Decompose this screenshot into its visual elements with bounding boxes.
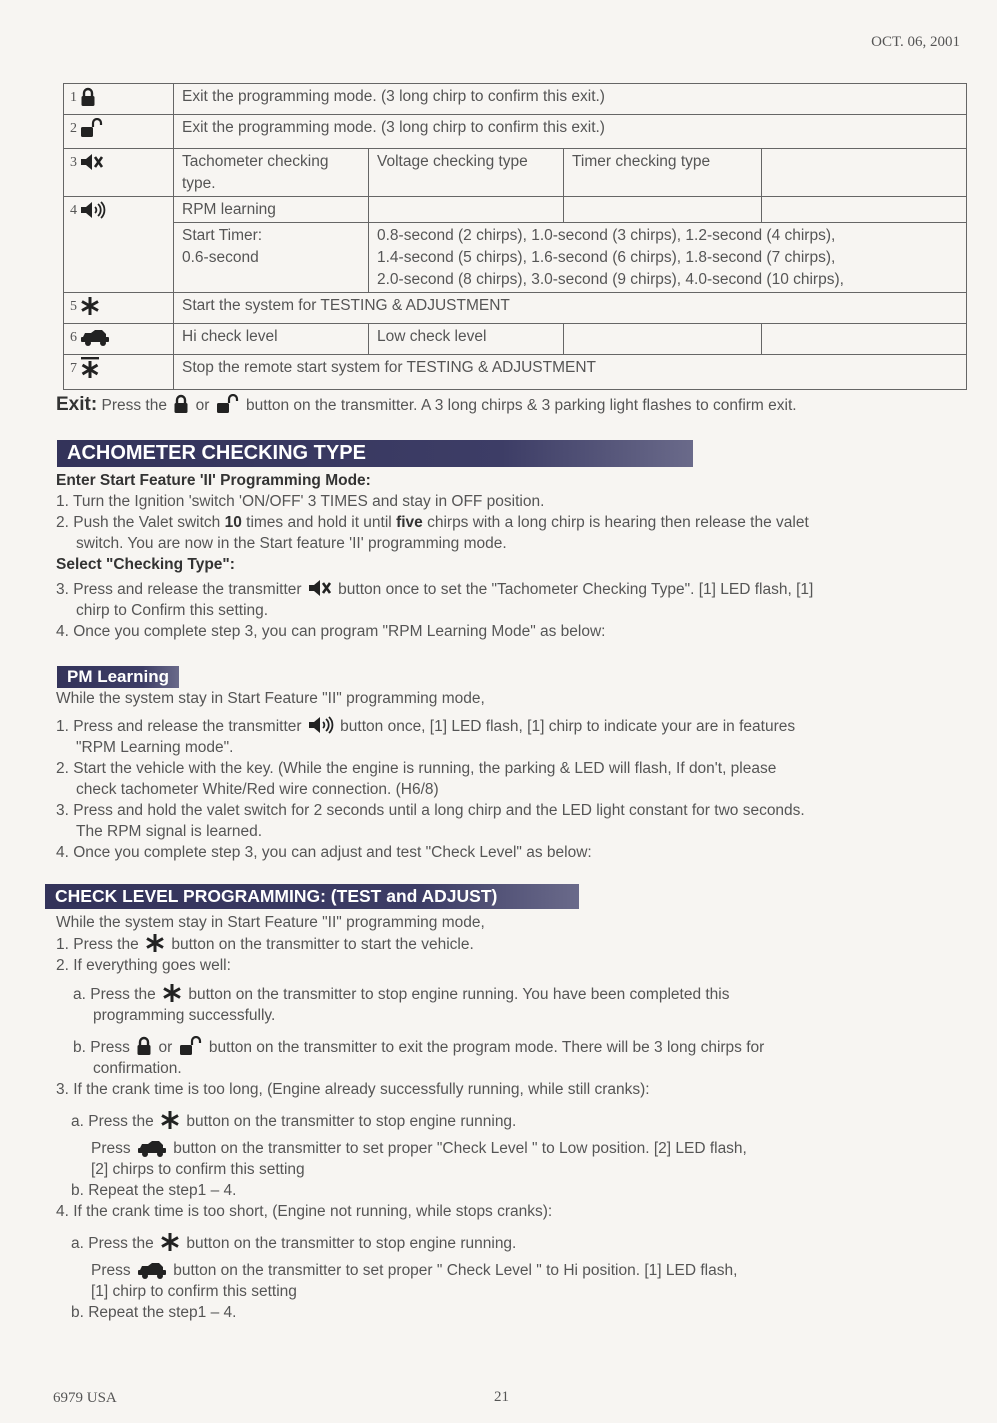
- function-cell: Low check level: [369, 324, 564, 355]
- paragraph: While the system stay in Start Feature "II" programming mode,: [56, 690, 485, 707]
- car-icon: [137, 1139, 167, 1157]
- list-item-continued: confirmation.: [93, 1060, 182, 1077]
- list-item-continued: switch. You are now in the Start feature 'II' programming mode.: [76, 535, 507, 552]
- table-row: [64, 197, 967, 223]
- list-item: 2. If everything goes well:: [56, 957, 231, 974]
- rpm-section: [56, 688, 966, 863]
- button-function-table: [63, 83, 967, 390]
- exit-text: button on the transmitter. A 3 long chirps & 3 parking light flashes to confirm exit.: [246, 397, 797, 414]
- timer-default: 0.6-second: [182, 249, 259, 266]
- text: a. Press the: [71, 1113, 154, 1130]
- text: or: [158, 1039, 173, 1056]
- list-item: [56, 1138, 966, 1159]
- asterisk-icon: [160, 1110, 180, 1130]
- list-item: [56, 983, 966, 1005]
- text: button on the transmitter to set proper " Check Level " to Hi position. [1] LED flash,: [173, 1262, 738, 1279]
- list-item-continued: "RPM Learning mode".: [76, 739, 234, 756]
- row-number: 1: [70, 90, 77, 105]
- list-item: [56, 1036, 966, 1058]
- row-number: 6: [70, 330, 77, 345]
- function-cell: [564, 197, 762, 223]
- function-cell: Timer checking type: [564, 149, 762, 197]
- list-item: 1. Turn the Ignition 'switch 'ON/OFF' 3 TIMES and stay in OFF position.: [56, 493, 545, 510]
- list-item: 3. If the crank time is too long, (Engine already successfully running, while still cranks):: [56, 1081, 650, 1098]
- list-item-continued: chirp to Confirm this setting.: [76, 602, 269, 619]
- timer-option: 0.8-second (2 chirps), 1.0-second (3 chirps), 1.2-second (4 chirps),: [377, 227, 836, 244]
- list-item: [56, 578, 966, 600]
- speaker-icon: [80, 200, 106, 220]
- asterisk-icon: [162, 983, 182, 1003]
- text: button on the transmitter to stop engine running.: [186, 1113, 517, 1130]
- key-cell: [64, 324, 174, 355]
- speaker-icon: [308, 715, 334, 735]
- text: chirps with a long chirp is hearing then release the valet: [422, 514, 809, 531]
- subheading: Enter Start Feature 'II' Programming Mode:: [56, 472, 371, 489]
- table-row: [64, 223, 967, 293]
- function-cell: Exit the programming mode. (3 long chirp to confirm this exit.): [174, 115, 967, 149]
- exit-text: Press the: [101, 397, 167, 414]
- text: a. Press the: [73, 986, 156, 1003]
- car-icon: [137, 1261, 167, 1279]
- text: button on the transmitter to stop engine running. You have been completed this: [188, 986, 730, 1003]
- text: Press: [91, 1262, 131, 1279]
- exit-text: or: [195, 397, 210, 414]
- function-cell: [762, 149, 967, 197]
- key-cell: [64, 149, 174, 197]
- list-item: 4. If the crank time is too short, (Engine not running, while stops cranks):: [56, 1203, 553, 1220]
- asterisk-bar-icon: [80, 357, 100, 379]
- unlock-icon: [179, 1036, 203, 1056]
- table-row: [64, 84, 967, 115]
- key-cell: [64, 355, 174, 390]
- list-item: [56, 1110, 966, 1132]
- section-heading: ACHOMETER CHECKING TYPE: [57, 440, 693, 467]
- row-number: 7: [70, 361, 77, 377]
- section-heading: PM Learning: [57, 666, 179, 688]
- table-row: [64, 355, 967, 390]
- section-heading: CHECK LEVEL PROGRAMMING: (TEST and ADJUST): [45, 884, 579, 909]
- car-icon: [80, 328, 110, 346]
- exit-label: Exit:: [56, 394, 98, 415]
- unlock-icon: [80, 118, 104, 138]
- list-item-continued: [2] chirps to confirm this setting: [91, 1161, 305, 1178]
- timer-option: 2.0-second (8 chirps), 3.0-second (9 chirps), 4.0-second (10 chirps),: [377, 271, 844, 288]
- exit-instruction: [56, 394, 797, 416]
- text: 3. Press and release the transmitter: [56, 581, 302, 598]
- unlock-icon: [216, 394, 240, 414]
- text: button on the transmitter to set proper "Check Level " to Low position. [2] LED flash,: [173, 1140, 747, 1157]
- footer-model: 6979 USA: [53, 1390, 117, 1406]
- row-number: 3: [70, 155, 77, 170]
- function-cell: Start the system for TESTING & ADJUSTMENT: [174, 293, 967, 324]
- list-item: b. Repeat the step1 – 4.: [71, 1182, 237, 1199]
- asterisk-icon: [160, 1232, 180, 1252]
- list-item-continued: programming successfully.: [93, 1007, 276, 1024]
- list-item: 3. Press and hold the valet switch for 2 seconds until a long chirp and the LED light constant for two seconds.: [56, 802, 805, 819]
- lock-icon: [136, 1036, 152, 1056]
- table-row: [64, 149, 967, 197]
- asterisk-icon: [145, 933, 165, 953]
- text-bold: 10: [224, 514, 242, 531]
- key-cell: [64, 115, 174, 149]
- table-row: [64, 293, 967, 324]
- text: 2. Push the Valet switch: [56, 514, 225, 531]
- timer-cell: [174, 223, 369, 293]
- function-cell: RPM learning: [174, 197, 369, 223]
- mute-icon: [80, 152, 104, 172]
- text: 1. Press the: [56, 936, 139, 953]
- function-cell: [564, 324, 762, 355]
- document-date: OCT. 06, 2001: [871, 34, 960, 50]
- list-item-continued: [1] chirp to confirm this setting: [91, 1283, 297, 1300]
- key-cell: [64, 197, 174, 293]
- text-bold: five: [396, 514, 423, 531]
- timer-label: Start Timer:: [182, 227, 263, 244]
- text: times and hold it until: [241, 514, 397, 531]
- timer-option: 1.4-second (5 chirps), 1.6-second (6 chirps), 1.8-second (7 chirps),: [377, 249, 836, 266]
- text: Press: [91, 1140, 131, 1157]
- text: 1. Press and release the transmitter: [56, 718, 302, 735]
- key-cell: [64, 293, 174, 324]
- function-cell: Exit the programming mode. (3 long chirp to confirm this exit.): [174, 84, 967, 115]
- list-item: [56, 1232, 966, 1254]
- paragraph: While the system stay in Start Feature "II" programming mode,: [56, 914, 485, 931]
- lock-icon: [80, 87, 96, 107]
- list-item: [56, 512, 966, 533]
- text: button once, [1] LED flash, [1] chirp to indicate your are in features: [340, 718, 796, 735]
- text: button on the transmitter to exit the program mode. There will be 3 long chirps for: [208, 1039, 765, 1056]
- list-item: [56, 1260, 966, 1281]
- function-cell: Stop the remote start system for TESTING & ADJUSTMENT: [174, 355, 967, 390]
- text: button on the transmitter to start the vehicle.: [171, 936, 474, 953]
- list-item: 4. Once you complete step 3, you can program "RPM Learning Mode" as below:: [56, 623, 606, 640]
- table-row: [64, 115, 967, 149]
- text: button once to set the "Tachometer Checking Type". [1] LED flash, [1]: [338, 581, 814, 598]
- list-item: b. Repeat the step1 – 4.: [71, 1304, 237, 1321]
- list-item: [56, 715, 966, 737]
- function-cell: [762, 197, 967, 223]
- row-number: 2: [70, 121, 77, 136]
- list-item: 2. Start the vehicle with the key. (While the engine is running, the parking & LED will flash, If don't, please: [56, 760, 777, 777]
- function-cell: [762, 324, 967, 355]
- table-row: [64, 324, 967, 355]
- function-cell: Hi check level: [174, 324, 369, 355]
- function-cell: Tachometer checking type.: [174, 149, 369, 197]
- check-level-section: [56, 912, 966, 1323]
- key-cell: [64, 84, 174, 115]
- mute-icon: [308, 578, 332, 598]
- function-cell: [369, 197, 564, 223]
- text: button on the transmitter to stop engine running.: [186, 1235, 517, 1252]
- timer-options-cell: [369, 223, 967, 293]
- subheading: Select "Checking Type":: [56, 556, 235, 573]
- asterisk-icon: [80, 296, 100, 316]
- list-item: 4. Once you complete step 3, you can adjust and test "Check Level" as below:: [56, 844, 592, 861]
- list-item-continued: check tachometer White/Red wire connection. (H6/8): [76, 781, 439, 798]
- text: b. Press: [73, 1039, 130, 1056]
- list-item: [56, 933, 966, 955]
- lock-icon: [173, 394, 189, 414]
- row-number: 5: [70, 299, 77, 314]
- text: a. Press the: [71, 1235, 154, 1252]
- row-number: 4: [70, 203, 77, 218]
- tachometer-section: [56, 470, 966, 642]
- page-number: 21: [494, 1389, 509, 1405]
- list-item-continued: The RPM signal is learned.: [76, 823, 263, 840]
- function-cell: Voltage checking type: [369, 149, 564, 197]
